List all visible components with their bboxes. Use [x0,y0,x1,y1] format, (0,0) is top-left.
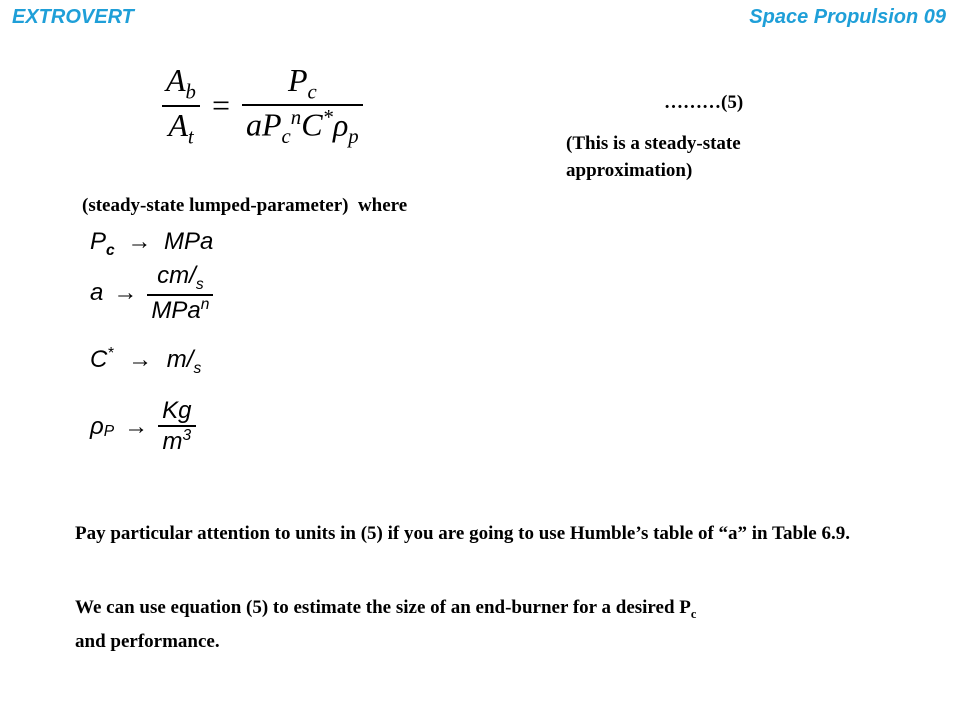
unit-pc: $P_c$ → MPa [90,228,214,259]
equation-rhs: $\frac{P_c}{aP_c^nC^*\rho_p}$ [242,62,363,149]
equation-lhs: $\frac{A_b}{A_t}$ [162,62,200,149]
unit-cstar: $C^* \to m/_s$ [90,345,202,377]
paragraph-end-burner: We can use equation (5) to estimate the size of an end-burner for a desired $P_c$ and performance. [75,597,697,652]
unit-rho: ρ $_P$ → $\frac{Kg}{m^3}$ [90,397,196,456]
where-line: (steady-state lumped-parameter) where [82,195,408,216]
main-equation [162,62,363,149]
header-right-title: Space Propulsion 09 [749,6,946,28]
unit-a: a → $\frac{cm/_s}{MPa^n}$ [90,262,213,325]
equals-sign: = [211,87,230,124]
paragraph-units-note: Pay particular attention to units in (5) if you are going to use Humble’s table of “a” in Table 6.9. [75,523,850,544]
steady-state-note: (This is a steady-state approximation) [566,133,741,181]
equation-label: ………(5) [664,92,744,113]
header-left-title: EXTROVERT [12,6,134,28]
